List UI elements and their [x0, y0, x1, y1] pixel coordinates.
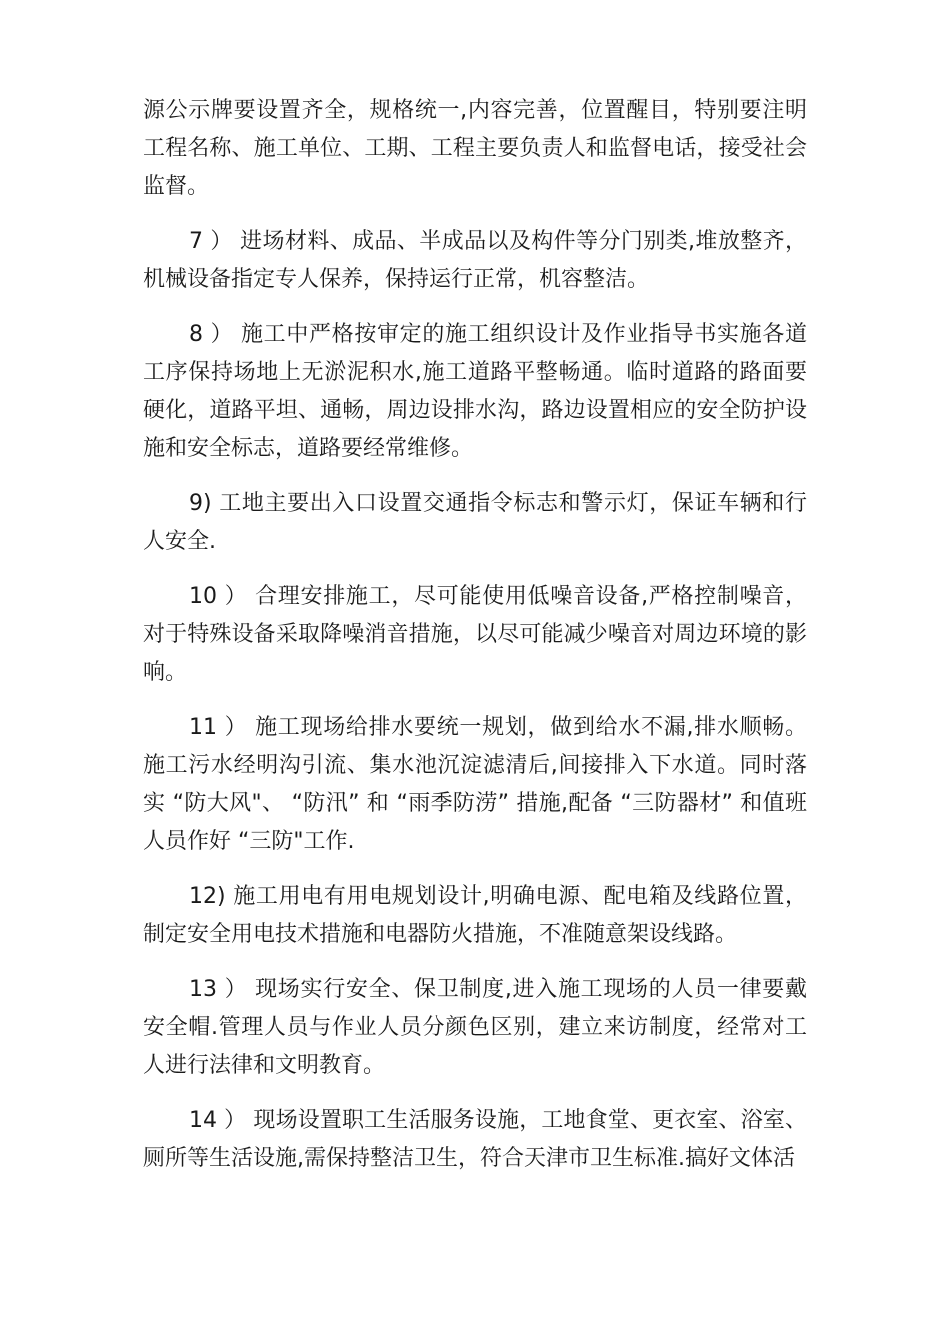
paragraph-item-7: 7 ） 进场材料、成品、半成品以及构件等分门别类,堆放整齐，机械设备指定专人保养，保持运行正常，机容整洁。 [143, 229, 807, 292]
document-body [143, 92, 807, 1195]
paragraph-item-10: 10 ） 合理安排施工，尽可能使用低噪音设备,严格控制噪音，对于特殊设备采取降噪消音措施，以尽可能减少噪音对周边环境的影响。 [143, 584, 807, 685]
paragraph-item-8: 8 ） 施工中严格按审定的施工组织设计及作业指导书实施各道工序保持场地上无淤泥积水,施工道路平整畅通。临时道路的路面要硬化，道路平坦、通畅，周边设排水沟，路边设置相应的安全防护设施和安全标志，道路要经常维修。 [143, 322, 807, 461]
paragraph-item-14: 14 ） 现场设置职工生活服务设施，工地食堂、更衣室、浴室、厕所等生活设施,需保持整洁卫生，符合天津市卫生标准.搞好文体活 [143, 1108, 807, 1171]
paragraph-item-12: 12) 施工用电有用电规划设计,明确电源、配电箱及线路位置，制定安全用电技术措施和电器防火措施，不准随意架设线路。 [143, 884, 807, 947]
paragraph-item-13: 13 ） 现场实行安全、保卫制度,进入施工现场的人员一律要戴安全帽.管理人员与作业人员分颜色区别，建立来访制度，经常对工人进行法律和文明教育。 [143, 977, 807, 1078]
paragraph-item-9: 9) 工地主要出入口设置交通指令标志和警示灯，保证车辆和行人安全. [143, 491, 807, 554]
paragraph-continuation: 源公示牌要设置齐全，规格统一,内容完善，位置醒目，特别要注明工程名称、施工单位、工期、工程主要负责人和监督电话，接受社会监督。 [143, 98, 807, 199]
paragraph-item-11: 11 ） 施工现场给排水要统一规划，做到给水不漏,排水顺畅。施工污水经明沟引流、集水池沉淀滤清后,间接排入下水道。同时落实 “防大风"、 “防汛” 和 “雨季防涝” 措施,配备 “三防器材” 和值班人员作好 “三防"工作. [143, 715, 807, 854]
